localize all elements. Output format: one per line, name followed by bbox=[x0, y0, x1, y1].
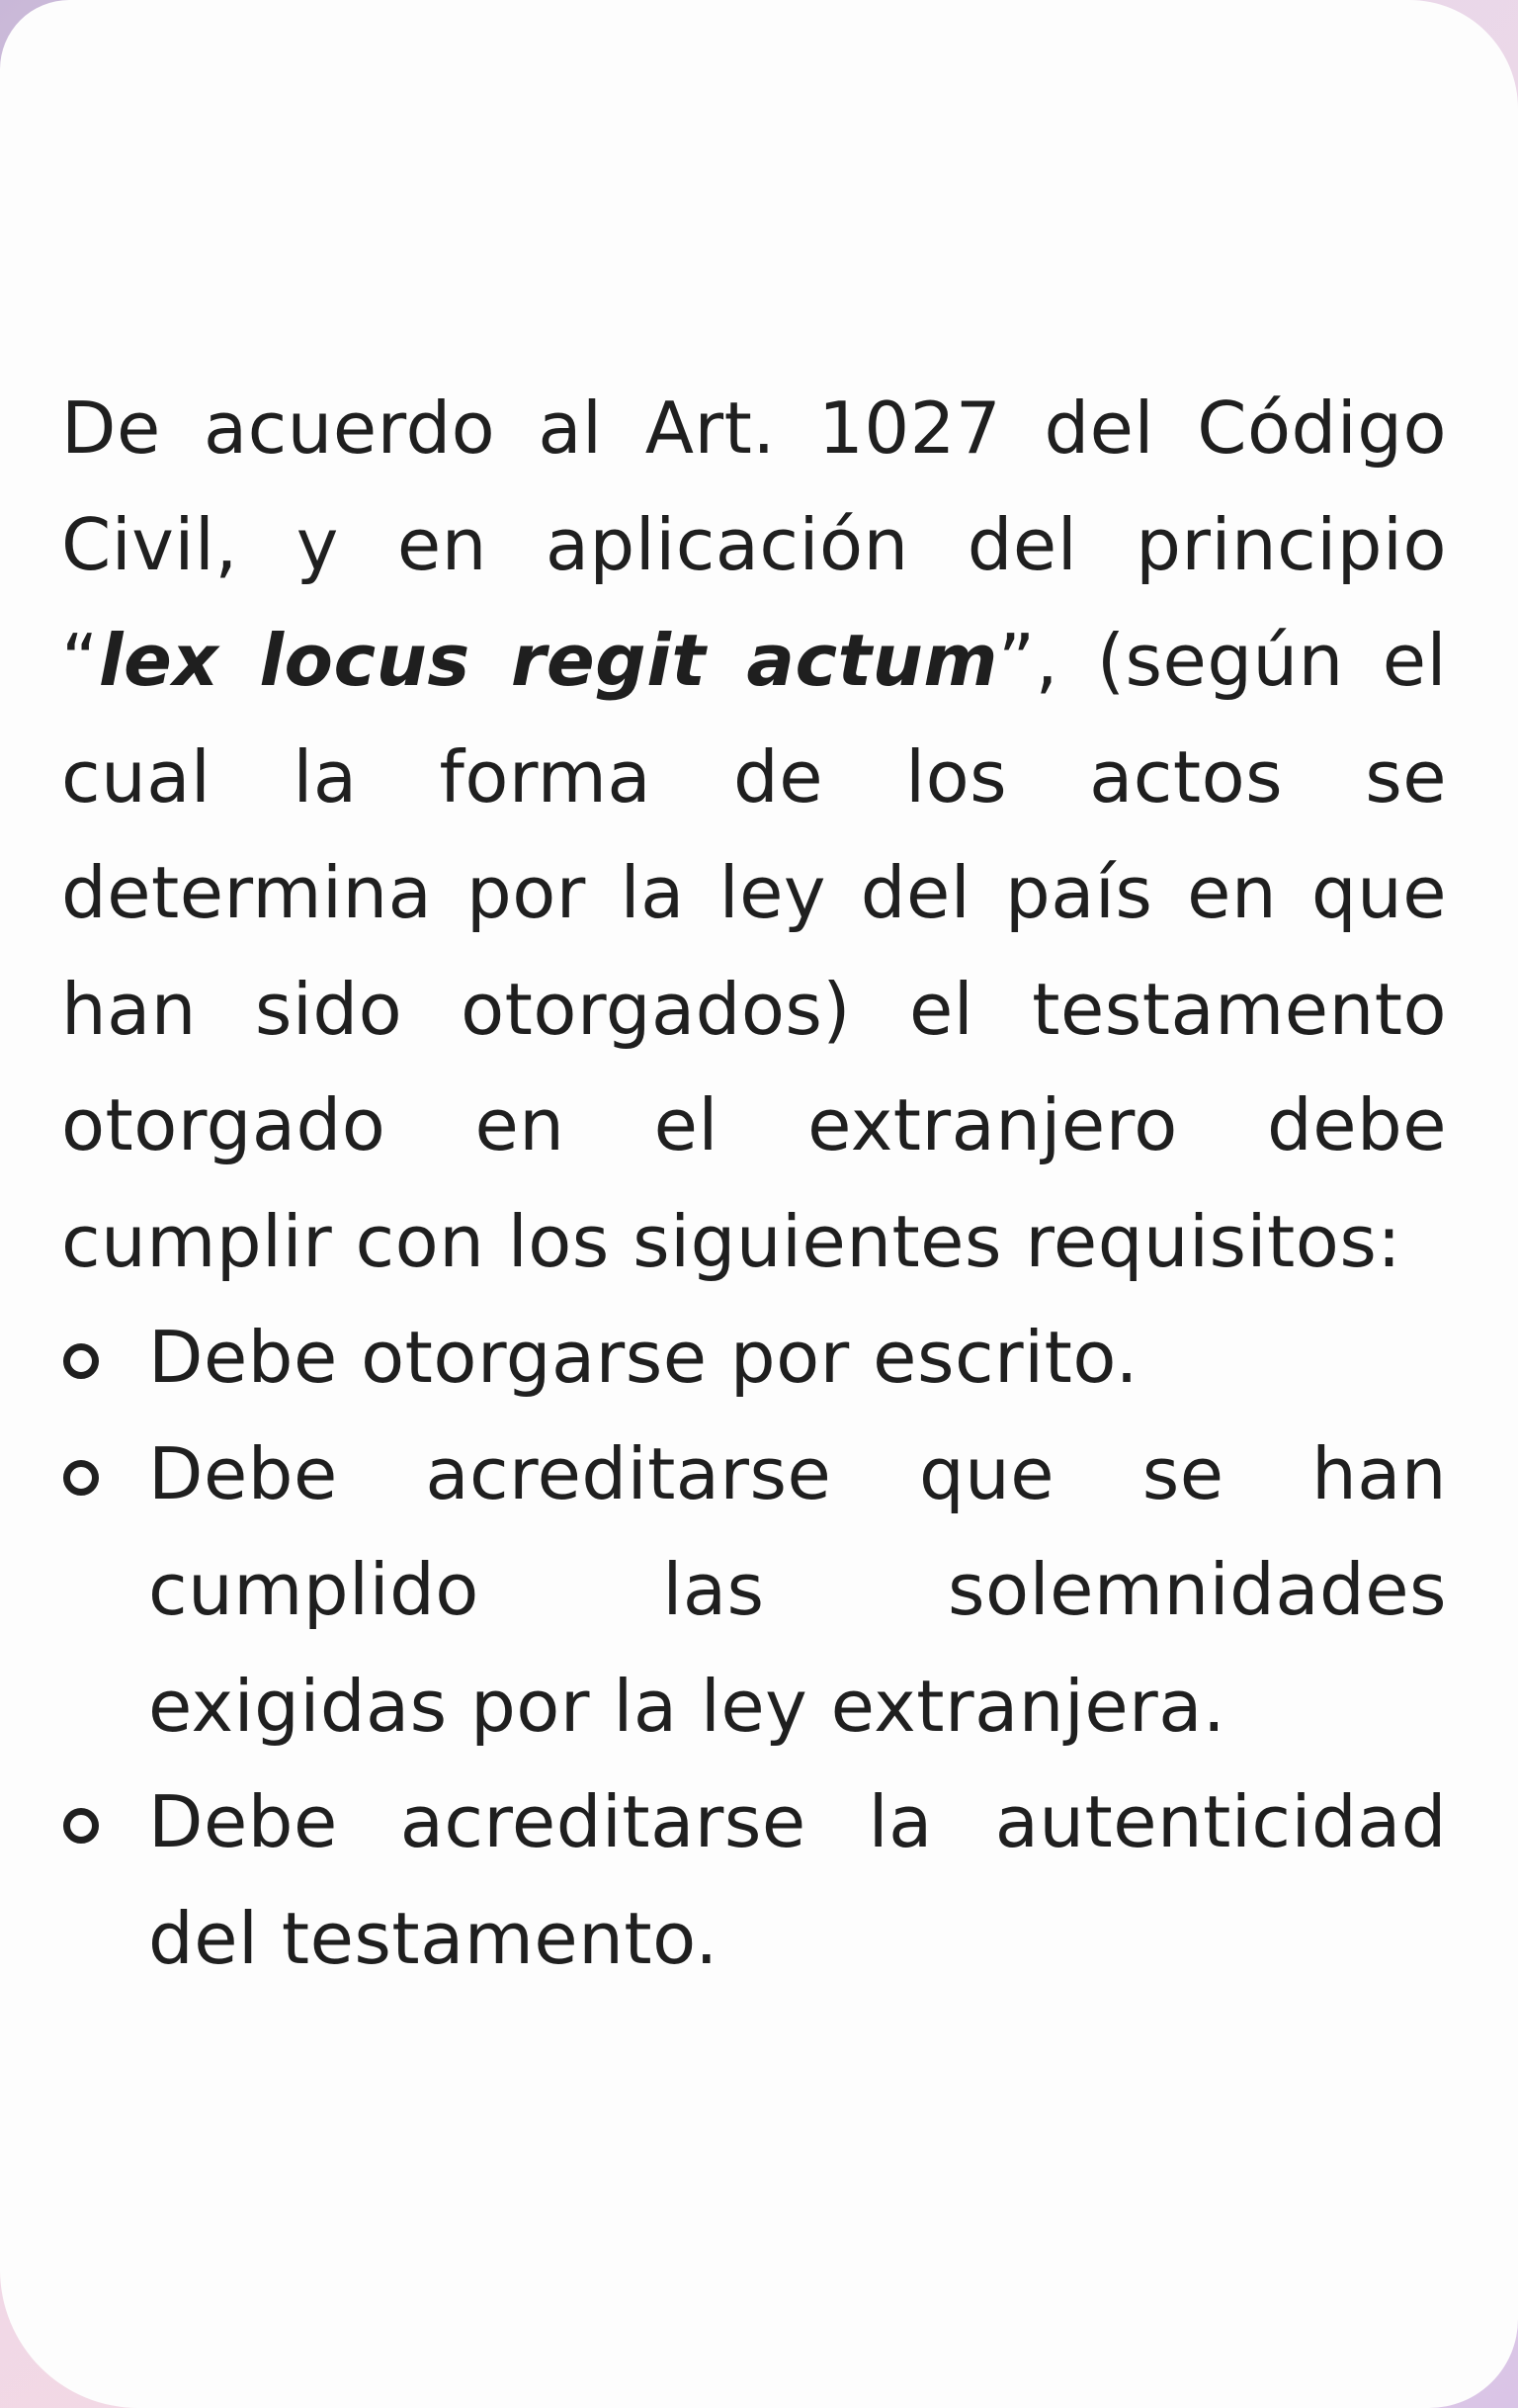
list-item bbox=[61, 1300, 1447, 1417]
circle-bullet-icon bbox=[63, 1460, 99, 1496]
list-item bbox=[61, 1764, 1447, 1997]
circle-bullet-icon bbox=[63, 1343, 99, 1379]
list-item bbox=[61, 1417, 1447, 1765]
document-body bbox=[61, 371, 1447, 1997]
latin-principle-term: lex locus regit actum bbox=[98, 619, 998, 702]
requirement-text: Debe otorgarse por escrito. bbox=[148, 1316, 1139, 1399]
circle-bullet-icon bbox=[63, 1808, 99, 1844]
requirements-list bbox=[61, 1300, 1447, 1997]
intro-text-before-term: De acuerdo al Art. 1027 del Código Civil, y en aplicación del principio “ bbox=[61, 387, 1447, 702]
intro-text-after-term: ”, (según el cual la forma de los actos se determina por la ley del país en que han sido otorgados) el testamento otorgado en el extranjero debe cumplir con los siguientes requisitos: bbox=[61, 619, 1447, 1283]
intro-paragraph bbox=[61, 371, 1447, 1300]
requirement-text: Debe acreditarse que se han cumplido las solemnidades exigidas por la ley extranjera. bbox=[148, 1431, 1447, 1748]
requirement-text: Debe acreditarse la autenticidad del testamento. bbox=[148, 1780, 1447, 1980]
